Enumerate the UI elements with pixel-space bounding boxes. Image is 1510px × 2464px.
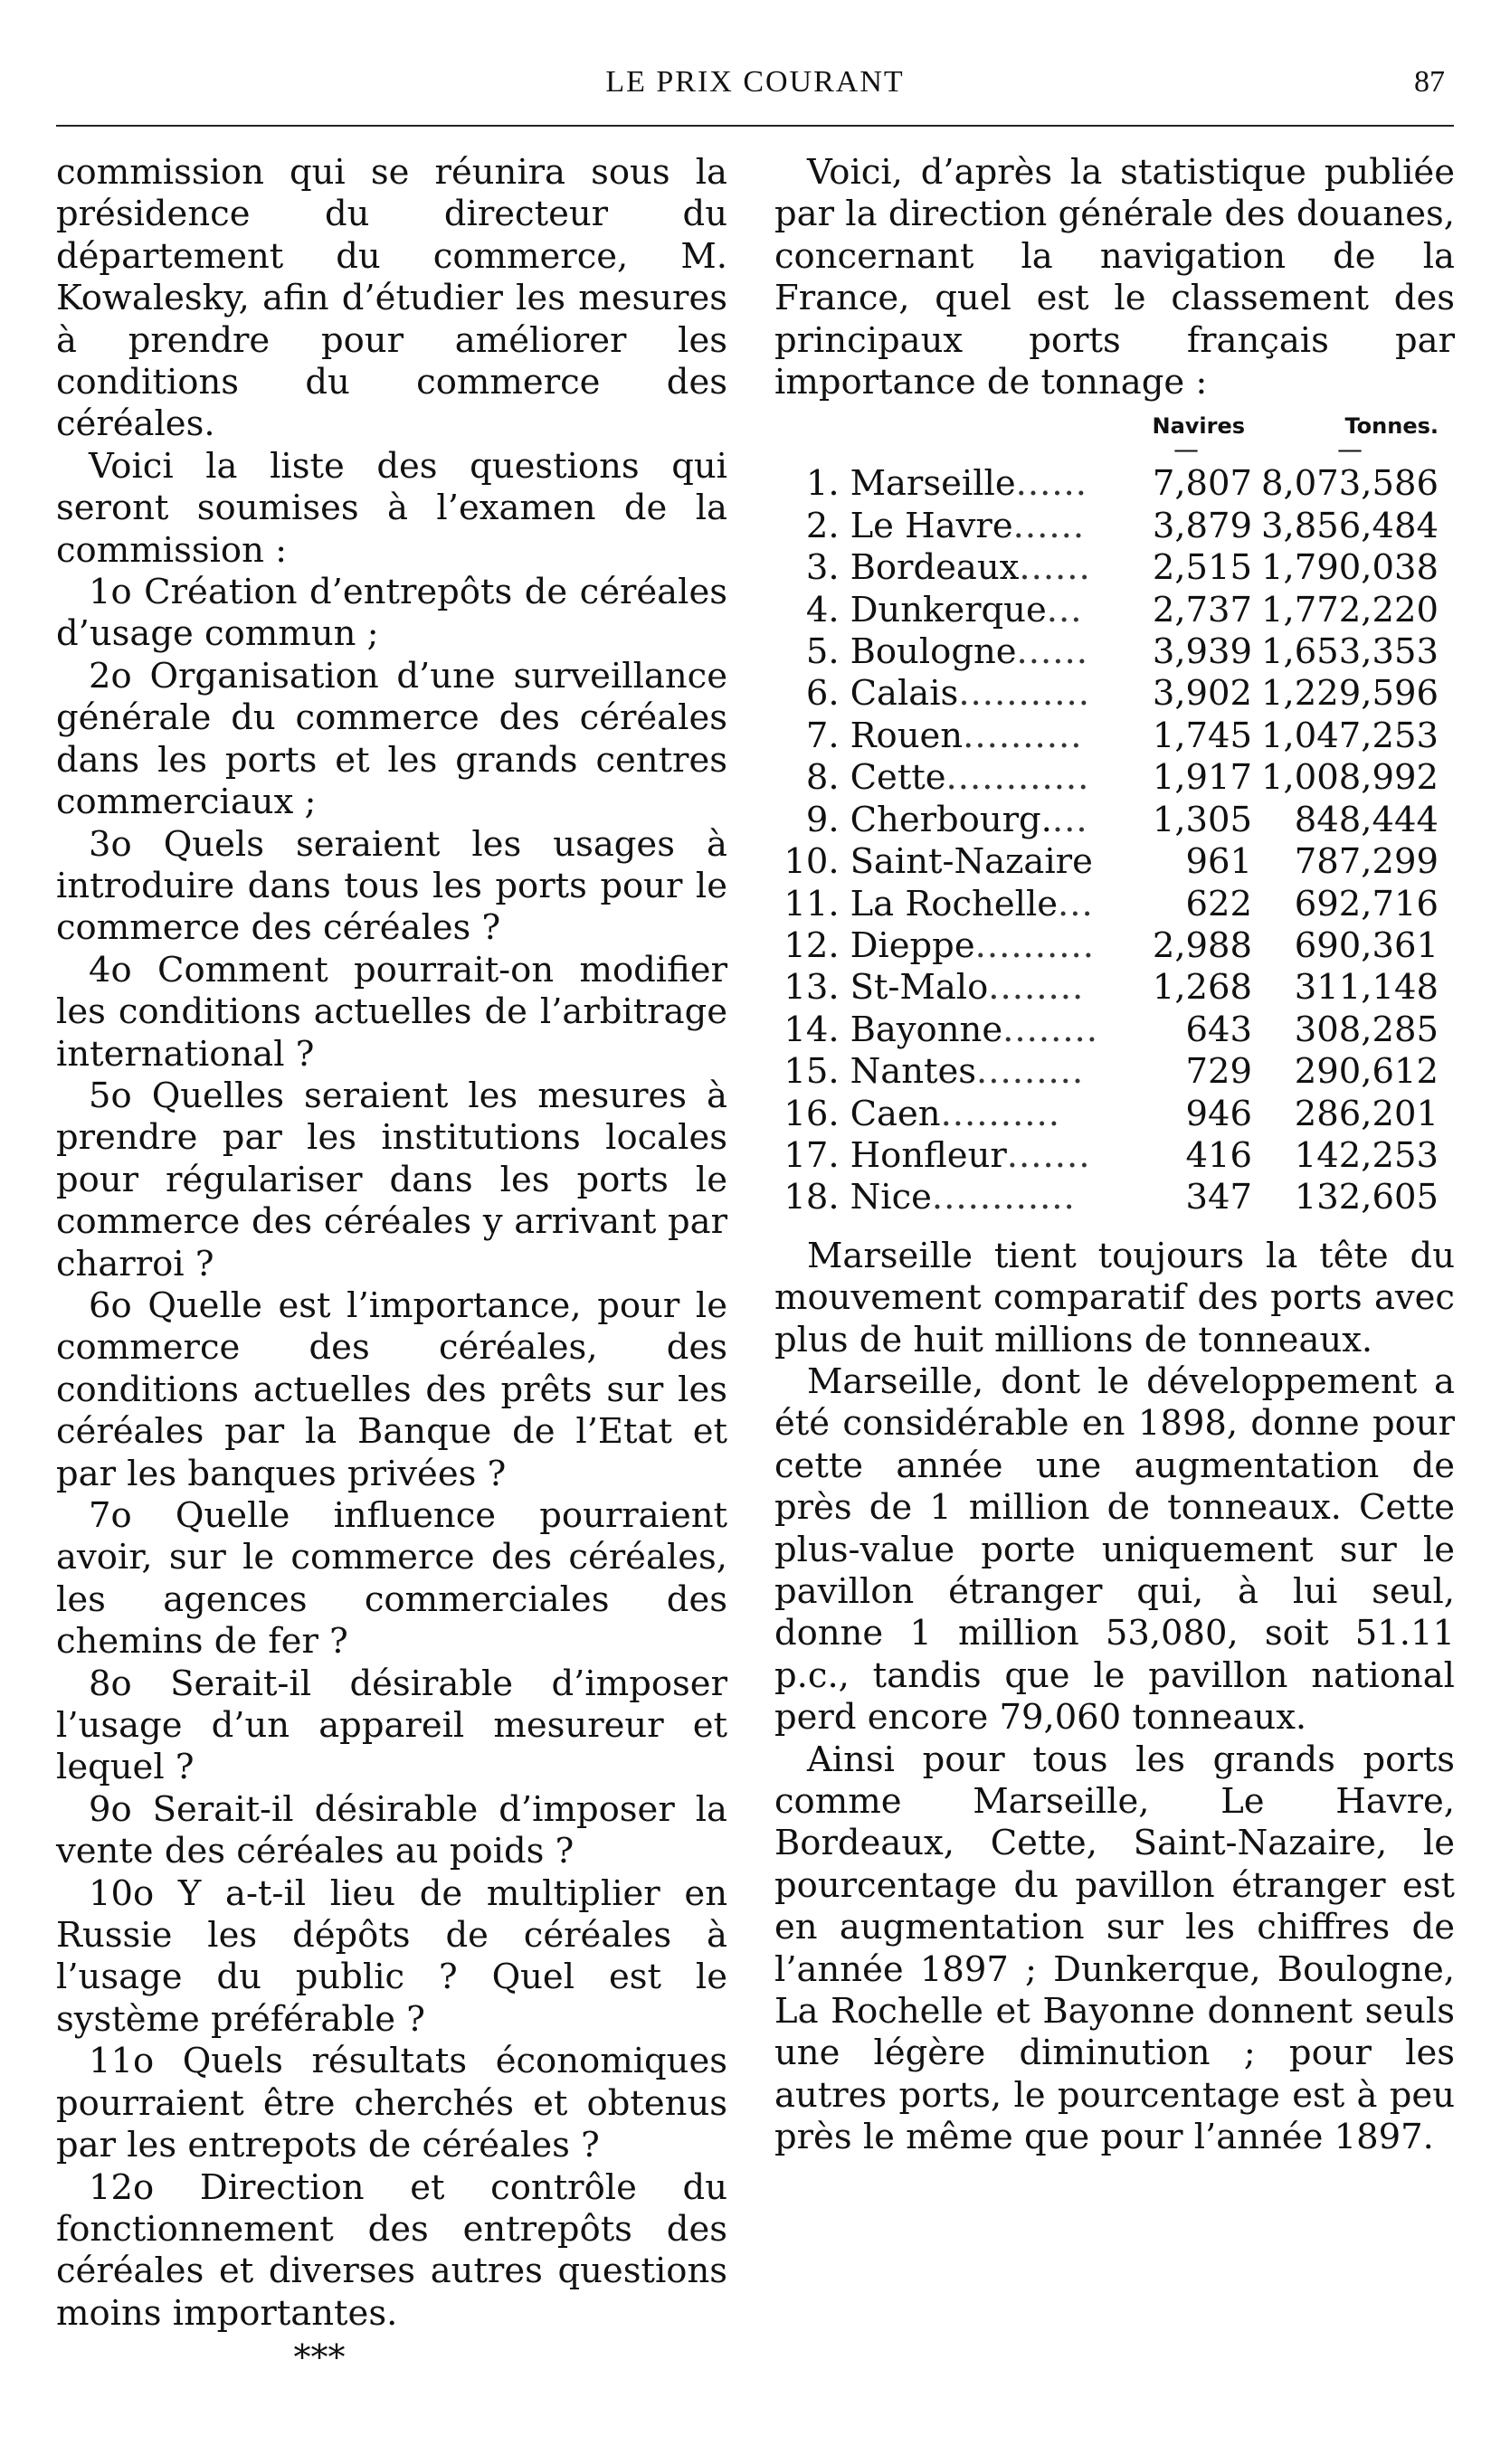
row-ships: 2,988 <box>1152 924 1253 966</box>
row-port-name <box>850 631 1127 673</box>
row-ships: 643 <box>1185 1009 1253 1050</box>
table-row <box>774 673 1455 715</box>
row-tonnage: 692,716 <box>1294 883 1439 924</box>
page-number: 87 <box>1414 65 1445 99</box>
port-name: Rouen <box>850 715 964 756</box>
dot-leader: ........ <box>988 967 1085 1009</box>
question-item: 1o Création d’entrepôts de céréales d’usage commun ; <box>56 572 727 655</box>
row-rank: 3. <box>805 547 840 589</box>
table-header-row <box>774 412 1455 463</box>
dot-leader: ........... <box>958 673 1090 715</box>
dot-leader: ...... <box>1016 631 1088 673</box>
row-port-name <box>850 506 1127 547</box>
row-ships: 7,807 <box>1152 463 1253 505</box>
row-tonnage: 1,772,220 <box>1261 589 1439 630</box>
running-title: LE PRIX COURANT <box>605 65 905 99</box>
ports-table <box>774 412 1455 1218</box>
row-rank: 10. <box>783 841 840 883</box>
table-row <box>774 590 1455 631</box>
dot-leader: .......... <box>974 924 1095 966</box>
row-ships: 1,917 <box>1152 757 1253 799</box>
row-ships: 729 <box>1185 1051 1253 1093</box>
port-name: Nice <box>850 1177 932 1218</box>
row-rank: 6. <box>805 673 840 715</box>
question-item: 5o Quelles seraient les mesures à prendre par les institutions locales pour régulariser dans les ports le commerce des céréales y arrivant par charroi ? <box>56 1075 727 1284</box>
table-row <box>774 800 1455 841</box>
column-header-dash: — <box>1337 434 1363 465</box>
row-rank: 15. <box>783 1051 840 1093</box>
table-row <box>774 547 1455 589</box>
left-column <box>56 152 727 2379</box>
row-rank: 11. <box>783 883 840 924</box>
row-port-name <box>850 673 1127 715</box>
row-port-name <box>850 800 1127 841</box>
port-name: La Rochelle <box>850 883 1059 924</box>
row-ships: 946 <box>1185 1093 1253 1134</box>
row-port-name <box>850 547 1127 589</box>
header-rule <box>56 125 1454 127</box>
row-rank: 16. <box>783 1093 840 1134</box>
page-header <box>56 65 1454 110</box>
row-port-name <box>850 884 1127 925</box>
row-ships: 1,745 <box>1152 715 1253 756</box>
port-name: St-Malo <box>850 967 989 1009</box>
row-tonnage: 690,361 <box>1294 924 1439 966</box>
question-item: 7o Quelle influence pourraient avoir, sur le commerce des céréales, les agences commerciales des chemins de fer ? <box>56 1495 727 1663</box>
row-rank: 2. <box>805 505 840 546</box>
row-rank: 17. <box>783 1134 840 1176</box>
column-header-ships: Navires — <box>1127 412 1261 463</box>
row-rank: 13. <box>783 967 840 1009</box>
row-port-name <box>850 1094 1127 1135</box>
question-item: 8o Serait-il désirable d’imposer l’usage d’un appareil mesureur et lequel ? <box>56 1663 727 1788</box>
row-tonnage: 1,047,253 <box>1261 715 1439 756</box>
port-name: Calais <box>850 673 959 715</box>
port-name: Nantes <box>850 1051 977 1093</box>
paragraph: Marseille tient toujours la tête du mouvement comparatif des ports avec plus de huit millions de tonneaux. <box>774 1235 1455 1360</box>
row-ships: 416 <box>1185 1134 1253 1176</box>
table-row <box>774 884 1455 925</box>
port-name: Dieppe <box>850 924 975 966</box>
row-port-name <box>850 716 1127 757</box>
table-row <box>774 1009 1455 1051</box>
row-ships: 622 <box>1185 883 1253 924</box>
row-ships: 1,305 <box>1152 799 1253 840</box>
row-tonnage: 308,285 <box>1294 1009 1439 1050</box>
row-rank: 18. <box>783 1177 840 1218</box>
row-port-name <box>850 1051 1127 1093</box>
column-header-dash: — <box>1173 434 1199 465</box>
row-port-name <box>850 1177 1127 1218</box>
dot-leader: ........ <box>1002 1009 1099 1050</box>
row-tonnage: 1,008,992 <box>1261 757 1439 799</box>
row-tonnage: 787,299 <box>1294 841 1439 883</box>
dot-leader: .......... <box>940 1093 1060 1134</box>
column-header-tons: Tonnes. — <box>1261 412 1455 463</box>
question-item: 10o Y a-t-il lieu de multiplier en Russie les dépôts de céréales à l’usage du public ? Quel est le système préférable ? <box>56 1872 727 2040</box>
dot-leader: ............ <box>945 757 1090 799</box>
row-port-name <box>850 1135 1127 1177</box>
question-item: 6o Quelle est l’importance, pour le commerce des céréales, des conditions actuelles des prêts sur les céréales par la Banque de l’Etat et par les banques privées ? <box>56 1284 727 1494</box>
row-ships: 1,268 <box>1152 967 1253 1009</box>
row-ships: 3,902 <box>1152 673 1253 715</box>
paragraph: Ainsi pour tous les grands ports comme Marseille, Le Havre, Bordeaux, Cette, Saint-Nazaire, le pourcentage du pavillon étranger est en augmentation sur les chiffres de l’année 1897 ; Dunkerque, Boulogne, La Rochelle et Bayonne donnent seuls une légère diminution ; pour les autres ports, le pourcentage est à peu près le même que pour l’année 1897. <box>774 1739 1455 2158</box>
row-rank: 7. <box>805 715 840 756</box>
row-port-name <box>850 1009 1127 1051</box>
row-rank: 1. <box>805 463 840 505</box>
question-item: 3o Quels seraient les usages à introduire dans tous les ports pour le commerce des céréales ? <box>56 823 727 949</box>
row-ships: 3,939 <box>1152 631 1253 673</box>
port-name: Le Havre <box>850 505 1013 546</box>
dot-leader: ...... <box>1015 463 1088 505</box>
table-row <box>774 1051 1455 1093</box>
table-row <box>774 716 1455 757</box>
paragraph: Marseille, dont le développement a été considérable en 1898, donne pour cette année une augmentation de près de 1 million de tonneaux. Cette plus-value porte uniquement sur le pavillon étranger qui, à lui seul, donne 1 million 53,080, soit 51.11 p.c., tandis que le pavillon national perd encore 79,060 tonneaux. <box>774 1360 1455 1739</box>
port-name: Dunkerque <box>850 589 1047 630</box>
table-row <box>774 1135 1455 1177</box>
dot-leader: ............ <box>931 1177 1076 1218</box>
row-port-name <box>850 967 1127 1009</box>
section-dinkus: *** <box>293 2337 346 2378</box>
row-tonnage: 1,790,038 <box>1261 547 1439 589</box>
row-tonnage: 1,653,353 <box>1261 631 1439 673</box>
row-ships: 3,879 <box>1152 505 1253 546</box>
row-tonnage: 8,073,586 <box>1261 463 1439 505</box>
row-ships: 2,515 <box>1152 547 1253 589</box>
paragraph: Voici la liste des questions qui seront soumises à l’examen de la commission : <box>56 445 727 571</box>
row-ships: 961 <box>1185 841 1253 883</box>
row-tonnage: 311,148 <box>1294 967 1439 1009</box>
table-row <box>774 967 1455 1009</box>
row-ships: 347 <box>1185 1177 1253 1218</box>
row-port-name <box>850 463 1127 505</box>
port-name: Bayonne <box>850 1009 1003 1050</box>
question-item: 2o Organisation d’une surveillance générale du commerce des céréales dans les ports et les grands centres commerciaux ; <box>56 655 727 823</box>
row-port-name <box>850 841 1127 883</box>
row-rank: 8. <box>805 757 840 799</box>
table-row <box>774 841 1455 883</box>
question-item: 11o Quels résultats économiques pourraient être cherchés et obtenus par les entrepots de céréales ? <box>56 2041 727 2166</box>
row-rank: 4. <box>805 589 840 630</box>
row-tonnage: 132,605 <box>1294 1177 1439 1218</box>
port-name: Boulogne <box>850 631 1017 673</box>
port-name: Saint-Nazaire <box>850 841 1093 883</box>
ports-table-body <box>774 463 1455 1218</box>
row-port-name <box>850 925 1127 967</box>
port-name: Caen <box>850 1093 941 1134</box>
row-rank: 14. <box>783 1009 840 1050</box>
table-row <box>774 463 1455 505</box>
dot-leader: ... <box>1046 589 1083 630</box>
dot-leader: ...... <box>1012 505 1086 546</box>
row-port-name <box>850 757 1127 799</box>
row-tonnage: 1,229,596 <box>1261 673 1439 715</box>
row-rank: 12. <box>783 924 840 966</box>
paragraph: Voici, d’après la statistique publiée par la direction générale des douanes, concernant la navigation de la France, quel est le classement des principaux ports français par importance de tonnage : <box>774 152 1455 403</box>
row-tonnage: 286,201 <box>1294 1093 1439 1134</box>
row-tonnage: 848,444 <box>1294 799 1439 840</box>
row-rank: 9. <box>805 799 840 840</box>
table-row <box>774 925 1455 967</box>
row-tonnage: 290,612 <box>1294 1051 1439 1093</box>
dot-leader: ...... <box>1019 547 1091 589</box>
row-port-name <box>850 590 1127 631</box>
port-name: Bordeaux <box>850 547 1020 589</box>
dot-leader: ....... <box>1006 1134 1091 1176</box>
paragraph: commission qui se réunira sous la présidence du directeur du département du commerce, M. Kowalesky, afin d’étudier les mesures à prendre pour améliorer les conditions du commerce des céréales. <box>56 152 727 445</box>
table-row <box>774 1177 1455 1218</box>
port-name: Honfleur <box>850 1134 1007 1176</box>
row-tonnage: 142,253 <box>1294 1134 1439 1176</box>
dot-leader: ... <box>1051 799 1088 840</box>
port-name: Cherbourg. <box>850 799 1052 840</box>
question-item: 4o Comment pourrait-on modifier les conditions actuelles de l’arbitrage international ? <box>56 949 727 1075</box>
dot-leader: ......... <box>976 1051 1085 1093</box>
table-row <box>774 757 1455 799</box>
right-column <box>774 152 1455 2159</box>
row-rank: 5. <box>805 631 840 673</box>
row-tonnage: 3,856,484 <box>1261 505 1439 546</box>
table-row <box>774 631 1455 673</box>
dot-leader: .......... <box>963 715 1083 756</box>
row-ships: 2,737 <box>1152 589 1253 630</box>
dot-leader: ... <box>1058 883 1094 924</box>
table-row <box>774 1094 1455 1135</box>
question-item: 12o Direction et contrôle du fonctionnement des entrepôts des céréales et diverses autres questions moins importantes. <box>56 2166 727 2334</box>
port-name: Cette <box>850 757 946 799</box>
table-row <box>774 506 1455 547</box>
port-name: Marseille <box>850 463 1016 505</box>
question-item: 9o Serait-il désirable d’imposer la vente des céréales au poids ? <box>56 1788 727 1872</box>
